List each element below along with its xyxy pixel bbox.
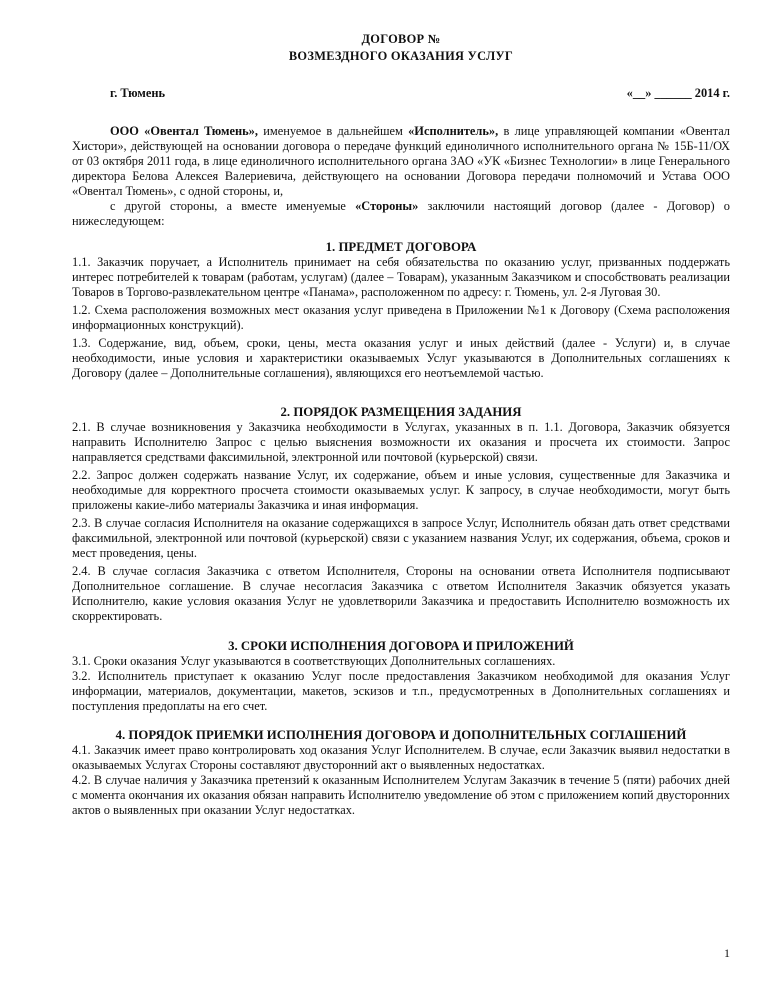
clause-2-1: 2.1. В случае возникновения у Заказчика необходимости в Услугах, указанных в п. 1.1. Договора, Заказчик обязуется направить Исполнителю Запрос с целью выяснения возможности их оказания и просчета их стоимости. Запрос направляется средствами факсимильной, электронной или почтовой (курьерской) связи. [72,420,730,464]
clause-3-1: 3.1. Сроки оказания Услуг указываются в соответствующих Дополнительных соглашениях. [72,654,556,668]
city-date-line [110,86,730,101]
section-4-heading: 4. ПОРЯДОК ПРИЕМКИ ИСПОЛНЕНИЯ ДОГОВОРА И ДОПОЛНИТЕЛЬНЫХ СОГЛАШЕНИЙ [115,728,687,742]
preamble-paragraph [72,124,730,199]
executor-role: «Исполнитель», [408,124,499,138]
preamble-text-3: с другой стороны, а вместе именуемые [110,199,356,213]
clause-4-1: 4.1. Заказчик имеет право контролировать ход оказания Услуг Исполнителем. В случае, если Заказчик выявил недостатки в оказываемых Услугах Стороны составляют двусторонний акт о выявленных недостатках. [72,743,730,772]
contract-date: «__» ______ 2014 г. [626,86,730,100]
executor-name: ООО «Овентал Тюмень», [110,124,258,138]
clause-2-3: 2.3. В случае согласия Исполнителя на оказание содержащихся в запросе Услуг, Исполнитель обязан дать ответ средствами факсимильной, электронной или почтовой (курьерской) связи с указанием названия Услуг, их содержания, объема, сроков и мест проведения, цены. [72,516,730,560]
parties-term: «Стороны» [355,199,419,213]
section-1-heading: 1. ПРЕДМЕТ ДОГОВОРА [325,240,477,254]
contract-subtitle: ВОЗМЕЗДНОГО ОКАЗАНИЯ УСЛУГ [288,49,514,63]
clause-4-2: 4.2. В случае наличия у Заказчика претензий к оказанным Исполнителем Услугам Заказчик в течение 5 (пяти) рабочих дней с момента окончания их оказания обязан направить Исполнителю уведомление об этом с приложением копий двусторонних актов о выявленных при оказании Услуг недостатках. [72,773,730,817]
clause-1-1: 1.1. Заказчик поручает, а Исполнитель принимает на себя обязательства по оказанию услуг, призванных поддержать интерес потребителей к товарам (работам, услугам) (далее – Товарам), указанным Заказчиком и способствовать реализации Товаров в Торгово-развлекательном центре «Панама», расположенном по адресу: г. Тюмень, ул. 2-я Луговая 30. [72,255,730,299]
preamble-text-4: заключили настоящий договор (далее - Договор) о нижеследующем: [72,199,731,228]
preamble-text-2: в лице управляющей компании «Овентал Хистори», действующей на основании договора о передаче функций единоличного исполнительного органа № 15Б-11/ОХ от 03 октября 2011 года, в лице единоличного исполнительного органа ЗАО «УК «Бизнес Технологии» в лице Генерального директора Белова Алексея Валериевича, действующего на основании Договора передачи полномочий и Устава ООО «Овентал Тюмень», с одной стороны, и, [72,124,730,198]
clause-2-4: 2.4. В случае согласия Заказчика с ответом Исполнителя, Стороны на основании ответа Исполнителя подписывают Дополнительное соглашение. В случае несогласия Заказчика с ответом Исполнителя Заказчик обязуется указать Исполнителю, какие условия оказания Услуг не удовлетворили Заказчика и предоставить Исполнителю возможность их скорректировать. [72,564,730,623]
clause-1-2: 1.2. Схема расположения возможных мест оказания услуг приведена в Приложении №1 к Договору (Схема расположения информационных конструкций). [72,303,730,332]
section-3-heading: 3. СРОКИ ИСПОЛНЕНИЯ ДОГОВОРА И ПРИЛОЖЕНИЙ [228,639,574,653]
section-2-heading: 2. ПОРЯДОК РАЗМЕЩЕНИЯ ЗАДАНИЯ [280,405,522,419]
preamble-text-1: именуемое в дальнейшем [257,124,409,138]
clause-2-2: 2.2. Запрос должен содержать название Услуг, их содержание, объем и иные условия, существенные для Заказчика и необходимые для корректного просчета стоимости оказываемых услуг. К запросу, в случае необходимости, могут быть приложены какие-либо материалы Заказчика и иная информация. [72,468,730,512]
contract-title: ДОГОВОР № [361,32,441,46]
page-number: 1 [724,946,730,960]
clause-3-2: 3.2. Исполнитель приступает к оказанию Услуг после предоставления Заказчиком необходимой для оказания Услуг информации, материалов, документации, макетов, эскизов и т.п., предусмотренных в Дополнительных соглашениях и поступления предоплаты на его счет. [72,669,730,713]
city: г. Тюмень [110,86,166,100]
clause-1-3: 1.3. Содержание, вид, объем, сроки, цены, места оказания услуг и иных действий (далее - Услуги) и, в случае необходимости, иные условия и характеристики оказываемых Услуг указываются в Дополнительных соглашениях к Договору (далее – Дополнительные соглашения), являющихся его неотъемлемой частью. [72,336,730,380]
preamble-paragraph-2 [72,199,730,229]
